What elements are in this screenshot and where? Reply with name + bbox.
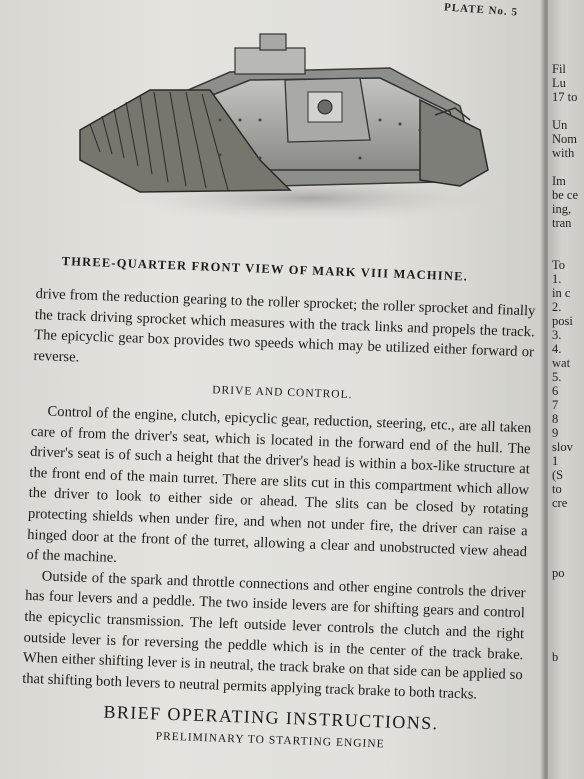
paragraph-levers: Outside of the spark and throttle connections and other engine controls the driver has four levers and a peddle. The two inside levers are for shifting gears and control the epicyclic transmission. The left outside lever controls the clutch and the right outside lever is for reversing the peddle which is in the center of the track brake. When either shifting lever is in neutral, the track brake on that side can be applied so that shifting both levers to neutral permits applying track brake to both tracks. xyxy=(21,568,526,703)
facing-line xyxy=(552,104,584,118)
facing-page xyxy=(548,0,584,779)
facing-line: slov xyxy=(552,440,573,454)
facing-line: Nom xyxy=(552,132,577,146)
facing-line: posi xyxy=(552,314,573,328)
paragraph-drive: drive from the reduction gearing to the roller sprocket; the roller sprocket and finally the track driving sprocket which measures with the track links and propels the track. The epicyclic gear box provides two speeds which may be utilized either forward or reverse. xyxy=(33,285,536,366)
facing-line: tran xyxy=(552,216,572,230)
facing-line: 4. xyxy=(552,342,562,356)
body-text xyxy=(20,284,536,760)
facing-page-text xyxy=(552,62,584,664)
facing-line: To xyxy=(552,258,566,272)
facing-line: 1 xyxy=(552,454,559,468)
facing-line: Fil xyxy=(552,62,566,76)
facing-line: to xyxy=(552,482,562,496)
facing-line: cre xyxy=(552,496,568,510)
facing-line: po xyxy=(552,566,565,580)
facing-line xyxy=(552,580,584,594)
facing-line xyxy=(552,552,584,566)
facing-line xyxy=(552,230,584,244)
plate-label: PLATE No. 5 xyxy=(443,1,519,19)
facing-line: with xyxy=(552,146,575,160)
facing-line: ing, xyxy=(552,202,572,216)
facing-line xyxy=(552,622,584,636)
facing-line: 8 xyxy=(552,412,559,426)
facing-line: (S xyxy=(552,468,564,482)
heading-operating-instructions: BRIEF OPERATING INSTRUCTIONS. xyxy=(103,701,439,734)
facing-line: 7 xyxy=(552,398,559,412)
heading-preliminary: PRELIMINARY TO STARTING ENGINE xyxy=(155,730,385,751)
facing-line xyxy=(552,608,584,622)
facing-line: 9 xyxy=(552,426,559,440)
facing-line xyxy=(552,244,584,258)
gun-barrel xyxy=(318,100,332,114)
facing-line xyxy=(552,636,584,650)
facing-line xyxy=(552,160,584,174)
facing-line: 1. xyxy=(552,272,562,286)
figure-caption: THREE-QUARTER FRONT VIEW OF MARK VIII MACHINE. xyxy=(61,254,469,284)
facing-line: 3. xyxy=(552,328,562,342)
facing-line: be ce xyxy=(552,188,579,202)
facing-line xyxy=(552,524,584,538)
facing-line: in c xyxy=(552,286,571,300)
facing-line: 5. xyxy=(552,370,562,384)
facing-line: Im xyxy=(552,174,566,188)
facing-line: 17 to xyxy=(552,90,578,104)
facing-line: b xyxy=(552,650,559,664)
facing-line: wat xyxy=(552,356,571,370)
facing-line: Lu xyxy=(552,76,566,90)
paragraph-control: Control of the engine, clutch, epicyclic gear, reduction, steering, etc., are all taken care of from the driver's seat, which is located in the forward end of the hull. The driver's seat is of such a height that the driver's head is within a box-like structure at the front end of the main turret. There are slits cut in this compartment which allow the driver to look to either side or ahead. The slits can be closed by rotating protecting shields when under fire, and when not under fire, the driver can raise a hinged door at the front of the turret, allowing a clear and unobstructed view ahead of the machine. xyxy=(26,403,532,567)
facing-line: 2. xyxy=(552,300,562,314)
facing-line xyxy=(552,594,584,608)
tank-illustration xyxy=(60,20,500,240)
section-heading-drive-control: DRIVE AND CONTROL. xyxy=(211,384,353,402)
turret xyxy=(235,48,305,74)
facing-line: 6 xyxy=(552,384,559,398)
facing-line xyxy=(552,538,584,552)
facing-line xyxy=(552,510,584,524)
cupola xyxy=(260,34,286,50)
facing-line: Un xyxy=(552,118,568,132)
